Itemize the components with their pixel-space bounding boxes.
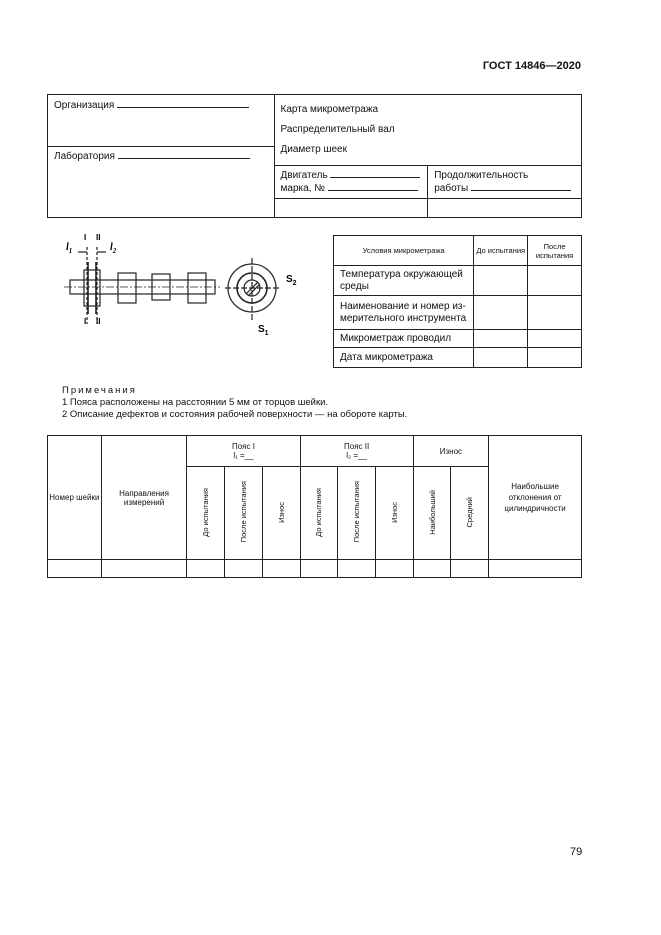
col-number-header: Номер шейки <box>48 436 102 560</box>
duration-label-2: работы <box>434 183 469 194</box>
condition-cell[interactable] <box>474 330 528 348</box>
condition-cell[interactable] <box>528 266 582 296</box>
belt2-after: После испытания <box>352 481 362 543</box>
wear-header: Износ <box>413 436 488 467</box>
after-test-header: После испытания <box>528 236 582 266</box>
section-label-top-2: II <box>96 233 101 242</box>
condition-row-label: Микрометраж проводил <box>334 330 474 348</box>
before-test-header: До испытания <box>474 236 528 266</box>
engine-cell <box>274 166 428 199</box>
notes <box>62 385 407 421</box>
organization-label: Организация <box>54 100 115 111</box>
condition-cell[interactable] <box>474 348 528 368</box>
laboratory-label: Лаборатория <box>54 151 115 162</box>
duration-label: Продолжительность <box>434 170 529 181</box>
data-cell[interactable] <box>451 560 489 578</box>
belt1-wear: Износ <box>276 501 286 523</box>
data-cell[interactable] <box>489 560 582 578</box>
data-cell[interactable] <box>48 560 102 578</box>
condition-cell[interactable] <box>528 330 582 348</box>
duration-extra-cell <box>428 199 582 218</box>
standard-number: ГОСТ 14846—2020 <box>482 60 581 72</box>
belt2-header <box>300 436 413 467</box>
page-number: 79 <box>570 846 583 858</box>
condition-cell[interactable] <box>528 348 582 368</box>
note-item: 1 Пояса расположены на расстоянии 5 мм от торцов шейки. <box>62 397 329 408</box>
condition-row-label: Наименование и номер из-мерительного инструмента <box>334 296 474 330</box>
belt1-after: После испытания <box>238 481 248 543</box>
engine-field[interactable] <box>330 177 420 178</box>
card-header-table <box>47 94 582 218</box>
section-label-bottom-2: II <box>96 317 101 326</box>
data-cell[interactable] <box>225 560 263 578</box>
condition-row-label: Дата микрометража <box>334 348 474 368</box>
label-s1: $S_1$ <box>258 324 269 337</box>
laboratory-cell <box>48 147 275 218</box>
data-cell[interactable] <box>262 560 300 578</box>
card-title-cell <box>274 95 581 166</box>
organization-cell <box>48 95 275 147</box>
data-cell[interactable] <box>101 560 187 578</box>
engine-extra-cell <box>274 199 428 218</box>
organization-field[interactable] <box>117 107 249 108</box>
condition-row-label: Температура окружающей среды <box>334 266 474 296</box>
engine-mark-label: марка, № <box>280 183 325 194</box>
shaft-diagram <box>60 232 310 342</box>
belt1-header <box>187 436 300 467</box>
belt1-before: До испытания <box>201 487 211 537</box>
card-title: Карта микрометража <box>280 104 379 115</box>
label-s2: $S_2$ <box>286 274 297 287</box>
conditions-table <box>333 235 582 368</box>
wear-max: Наибольший <box>427 489 437 535</box>
engine-label: Двигатель <box>280 170 328 181</box>
section-label-top-1: I <box>84 233 87 242</box>
note-item: 2 Описание дефектов и состояния рабочей поверхности — на обороте карты. <box>62 409 408 420</box>
max-deviation-header: Наибольшие отклонения от цилиндричности <box>489 436 582 560</box>
belt2-wear: Износ <box>389 501 399 523</box>
wear-mid: Средний <box>465 496 475 528</box>
duration-cell <box>428 166 582 199</box>
belt2-title: Пояс II <box>344 442 370 451</box>
section-label-bottom-1: I <box>84 317 87 326</box>
notes-title: Примечания <box>62 385 137 396</box>
condition-cell[interactable] <box>528 296 582 330</box>
belt2-sub: l₂ =__ <box>346 451 367 460</box>
card-shaft: Распределительный вал <box>280 124 395 135</box>
data-cell[interactable] <box>300 560 338 578</box>
belt1-sub: l₁ =__ <box>233 451 254 460</box>
condition-cell[interactable] <box>474 296 528 330</box>
data-cell[interactable] <box>413 560 451 578</box>
measurement-table <box>47 435 582 578</box>
conditions-header: Условия микрометража <box>334 236 474 266</box>
col-directions-header: Направления измерений <box>101 436 187 560</box>
label-l1: $l_1$ <box>66 242 73 255</box>
belt2-before: До испытания <box>314 487 324 537</box>
data-cell[interactable] <box>338 560 376 578</box>
duration-field[interactable] <box>471 190 571 191</box>
label-l2: $l_2$ <box>110 242 117 255</box>
card-diameter: Диаметр шеек <box>280 144 347 155</box>
engine-mark-field[interactable] <box>328 190 418 191</box>
data-cell[interactable] <box>375 560 413 578</box>
belt1-title: Пояс I <box>231 442 255 451</box>
data-cell[interactable] <box>187 560 225 578</box>
condition-cell[interactable] <box>474 266 528 296</box>
laboratory-field[interactable] <box>118 158 250 159</box>
